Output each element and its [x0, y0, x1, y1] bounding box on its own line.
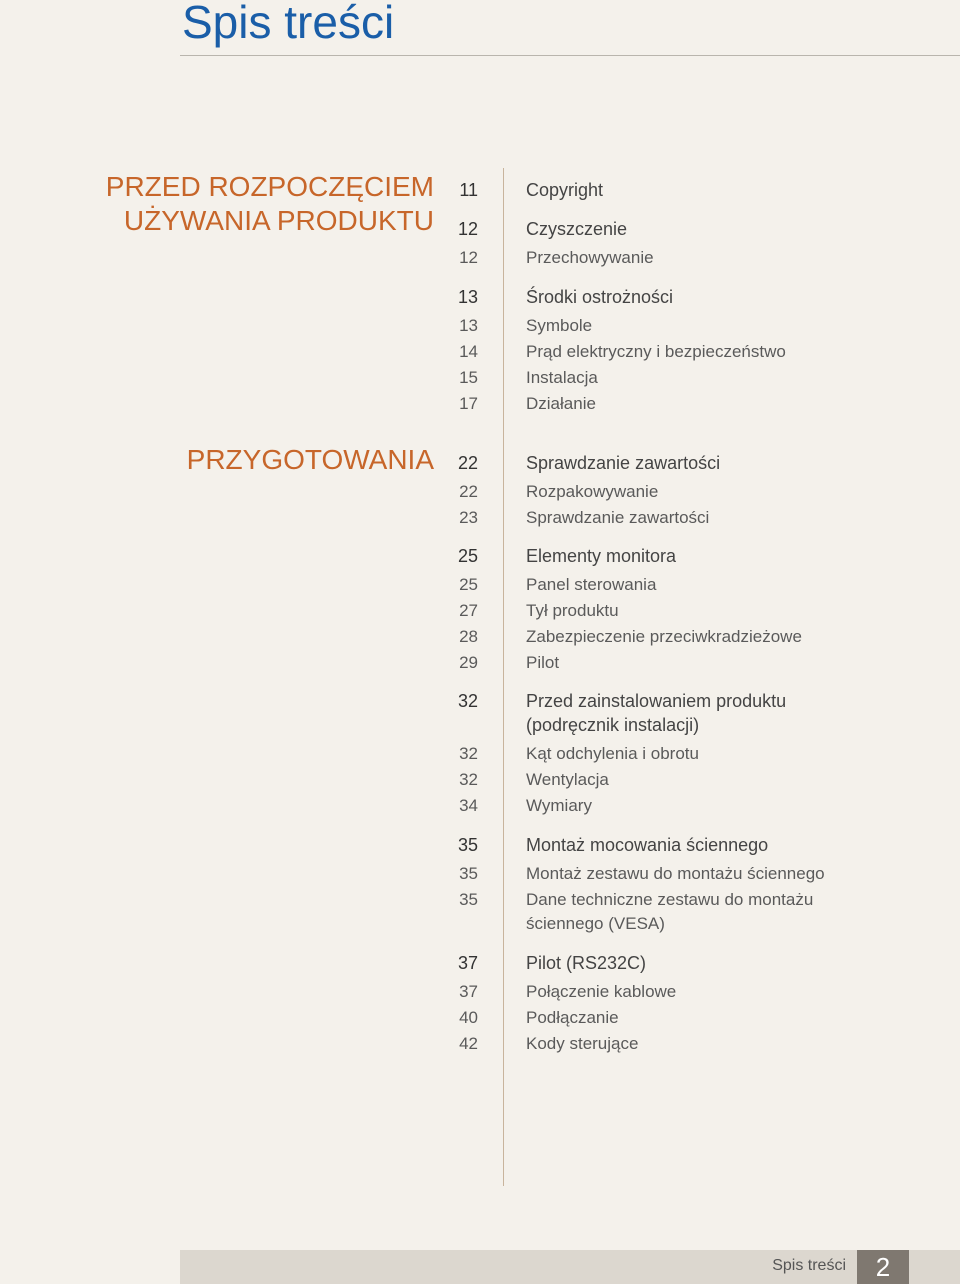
toc-subentry[interactable] — [0, 888, 960, 938]
toc-page-number: 15 — [459, 368, 478, 387]
toc-entry[interactable] — [0, 689, 960, 739]
toc-page-number: 12 — [459, 248, 478, 267]
toc-page-number: 22 — [457, 453, 478, 473]
toc-page-number: 25 — [457, 546, 478, 566]
chapter-heading-line: PRZYGOTOWANIA — [186, 444, 434, 475]
toc-entry-label-line: Dane techniczne zestawu do montażu — [526, 890, 814, 909]
toc-entry-label: Wentylacja — [526, 770, 609, 789]
toc-page-number: 37 — [457, 953, 478, 973]
toc-page-number: 32 — [459, 770, 478, 789]
title-divider — [180, 55, 960, 56]
toc-entry[interactable] — [0, 951, 960, 977]
toc-entry-label: Kąt odchylenia i obrotu — [526, 744, 699, 763]
toc-entry-label: Symbole — [526, 316, 593, 335]
toc-entry-label: Instalacja — [526, 368, 598, 387]
toc-page-number: 29 — [459, 653, 478, 672]
toc-entry[interactable] — [0, 451, 960, 477]
toc-subentry[interactable] — [0, 768, 960, 794]
toc-entry[interactable] — [0, 833, 960, 859]
toc-page-number: 13 — [459, 316, 478, 335]
toc-subentry[interactable] — [0, 246, 960, 272]
toc-entry-label — [526, 888, 946, 936]
toc-page-number: 11 — [459, 180, 478, 200]
toc-subentry[interactable] — [0, 340, 960, 366]
toc-entry-label: Sprawdzanie zawartości — [526, 508, 710, 527]
toc-entry-label: Montaż mocowania ściennego — [526, 835, 769, 855]
toc-entry-label: Pilot (RS232C) — [526, 953, 647, 973]
toc-page-number: 35 — [457, 835, 478, 855]
toc-subentry[interactable] — [0, 980, 960, 1006]
toc-entry[interactable] — [0, 285, 960, 311]
toc-entry-label: Montaż zestawu do montażu ściennego — [526, 864, 825, 883]
toc-entry[interactable] — [0, 544, 960, 570]
toc-entry-label-line: (podręcznik instalacji) — [526, 715, 700, 735]
toc-entry-label — [526, 689, 946, 737]
toc-entry-label: Podłączanie — [526, 1008, 619, 1027]
toc-subentry[interactable] — [0, 862, 960, 888]
toc-page-number: 25 — [459, 575, 478, 594]
toc-subentry[interactable] — [0, 366, 960, 392]
toc-page-number: 28 — [459, 627, 478, 646]
toc-page-number: 14 — [459, 342, 478, 361]
toc-subentry[interactable] — [0, 742, 960, 768]
toc-page-number: 32 — [457, 691, 478, 711]
page-number: 2 — [857, 1250, 909, 1284]
toc-entry-label-line: ściennego (VESA) — [526, 914, 665, 933]
toc-entry-label: Środki ostrożności — [526, 287, 674, 307]
toc-page-number: 12 — [457, 219, 478, 239]
toc-page-number: 35 — [459, 890, 478, 909]
toc-subentry[interactable] — [0, 392, 960, 418]
toc-page-number: 42 — [459, 1034, 478, 1053]
toc-page-number: 34 — [459, 796, 478, 815]
toc-subentry[interactable] — [0, 480, 960, 506]
toc-entry-label: Tył produktu — [526, 601, 619, 620]
toc-page-number: 40 — [459, 1008, 478, 1027]
page-title: Spis treści — [182, 0, 395, 48]
toc-entry-label: Rozpakowywanie — [526, 482, 659, 501]
toc-entry-label: Elementy monitora — [526, 546, 677, 566]
toc-page-number: 32 — [459, 744, 478, 763]
toc-entry-label: Copyright — [526, 180, 604, 200]
toc-page-number: 22 — [459, 482, 478, 501]
toc-entry[interactable] — [0, 217, 960, 243]
toc-page-number: 17 — [459, 394, 478, 413]
toc-entry-label: Przechowywanie — [526, 248, 654, 267]
toc-entry-label: Panel sterowania — [526, 575, 657, 594]
toc-entry-label: Pilot — [526, 653, 560, 672]
toc-subentry[interactable] — [0, 506, 960, 532]
toc-page-number: 35 — [459, 864, 478, 883]
toc-subentry[interactable] — [0, 625, 960, 651]
toc-subentry[interactable] — [0, 573, 960, 599]
toc-page-number: 23 — [459, 508, 478, 527]
toc-entry-label: Działanie — [526, 394, 596, 413]
toc-entry-label-line: Przed zainstalowaniem produktu — [526, 691, 787, 711]
toc-subentry[interactable] — [0, 314, 960, 340]
toc-entry-label: Czyszczenie — [526, 219, 628, 239]
toc-entry[interactable] — [0, 178, 960, 204]
toc-entry-label: Zabezpieczenie przeciwkradzieżowe — [526, 627, 802, 646]
chapter-heading-line: PRZED ROZPOCZĘCIEM — [105, 171, 434, 202]
toc-entry-label: Wymiary — [526, 796, 592, 815]
footer-section-label: Spis treści — [772, 1257, 846, 1274]
chapter-heading-line: UŻYWANIA PRODUKTU — [123, 205, 434, 236]
toc-page-number: 37 — [459, 982, 478, 1001]
toc-subentry[interactable] — [0, 1032, 960, 1058]
toc-subentry[interactable] — [0, 651, 960, 677]
toc-entry-label: Prąd elektryczny i bezpieczeństwo — [526, 342, 786, 361]
toc-page-number: 13 — [457, 287, 478, 307]
toc-subentry[interactable] — [0, 794, 960, 820]
toc-entry-label: Kody sterujące — [526, 1034, 639, 1053]
toc-entry-label: Połączenie kablowe — [526, 982, 677, 1001]
toc-page-number: 27 — [459, 601, 478, 620]
toc-entry-label: Sprawdzanie zawartości — [526, 453, 721, 473]
toc-subentry[interactable] — [0, 599, 960, 625]
toc-subentry[interactable] — [0, 1006, 960, 1032]
